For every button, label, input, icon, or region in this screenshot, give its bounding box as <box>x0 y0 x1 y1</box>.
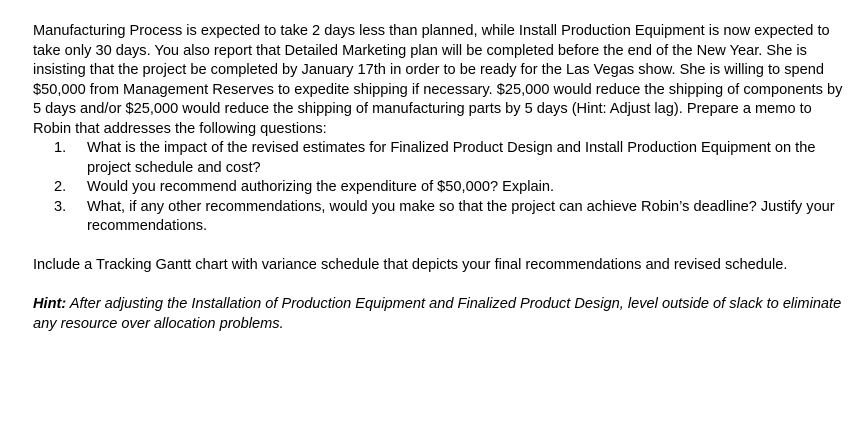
include-paragraph: Include a Tracking Gantt chart with variance schedule that depicts your final recommendations and revised schedule. <box>33 257 788 273</box>
question-number: 3. <box>54 198 67 215</box>
question-item <box>33 178 848 198</box>
question-item <box>33 139 848 178</box>
hint-label: Hint: <box>33 296 67 312</box>
question-text: What, if any other recommendations, would you make so that the project can achieve Robin’s deadline? Justify your recommendations. <box>87 198 835 234</box>
intro-paragraph: Manufacturing Process is expected to take 2 days less than planned, while Install Production Equipment is now expected to take only 30 days. You also report that Detailed Marketing plan will be completed before the end of the New Year. She is insisting that the project be completed by January 17th in order to be ready for the Las Vegas show. She is willing to spend $50,000 from Management Reserves to expedite shipping if necessary. $25,000 would reduce the shipping of components by 5 days and/or $25,000 would reduce the shipping of manufacturing parts by 5 days (Hint: Adjust lag). Prepare a memo to Robin that addresses the following questions: <box>33 23 843 137</box>
question-number: 2. <box>54 179 67 195</box>
spacer <box>33 276 848 296</box>
spacer <box>33 237 848 257</box>
question-text: What is the impact of the revised estimates for Finalized Product Design and Install Production Equipment on the project schedule and cost? <box>87 140 816 176</box>
question-item <box>33 198 848 237</box>
document-body <box>33 22 848 334</box>
question-number: 1. <box>54 140 67 156</box>
hint-text: After adjusting the Installation of Production Equipment and Finalized Product Design, level outside of slack to eliminate any resource over allocation problems. <box>33 296 842 332</box>
hint-paragraph <box>33 295 848 334</box>
questions-list <box>33 139 848 237</box>
question-text: Would you recommend authorizing the expenditure of $50,000? Explain. <box>87 179 555 195</box>
